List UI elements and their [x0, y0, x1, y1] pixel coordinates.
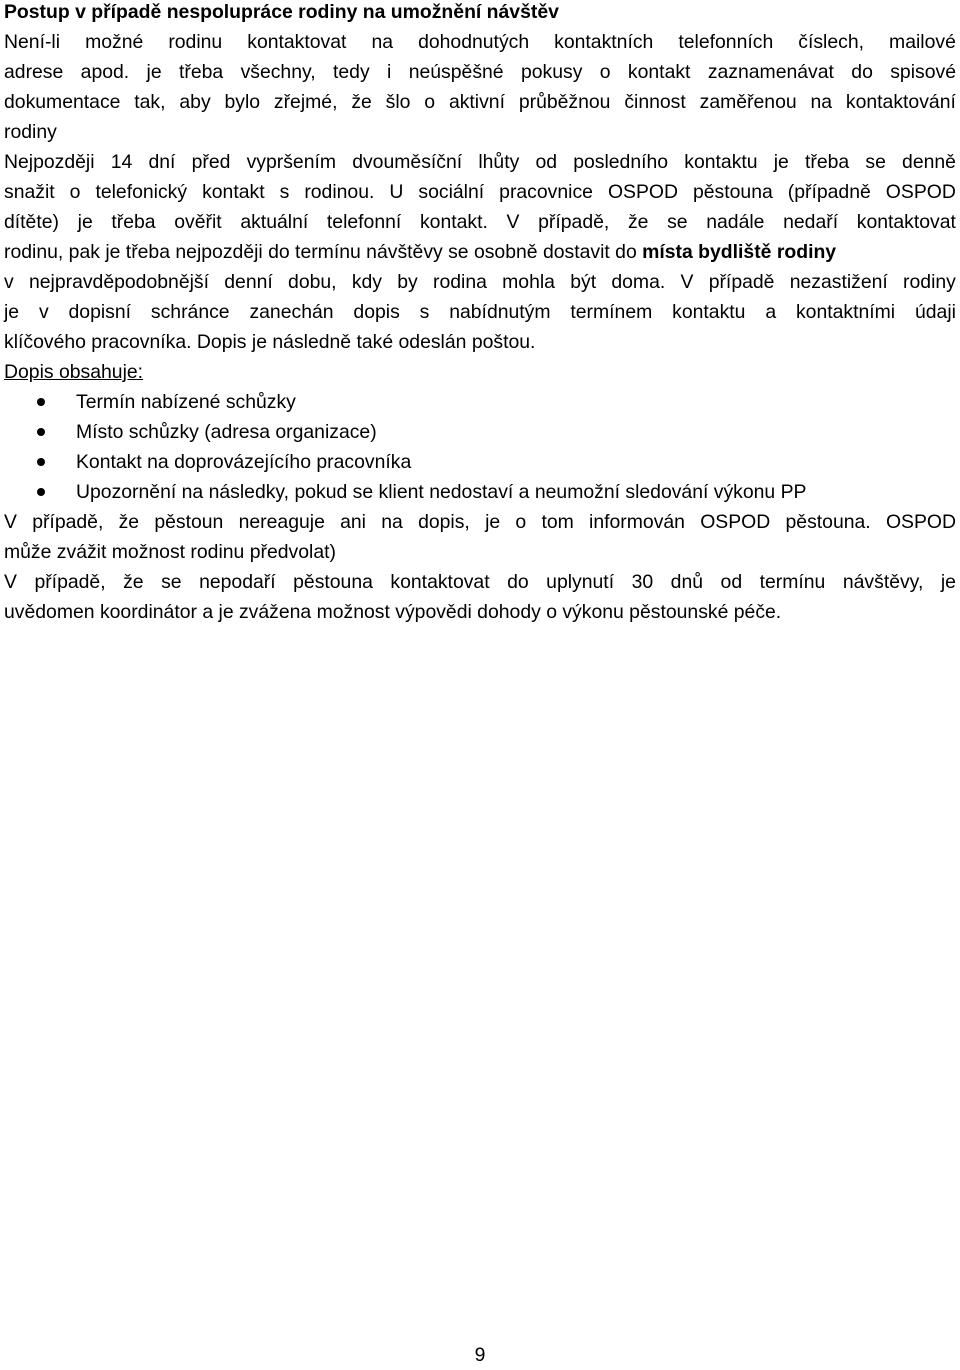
document-page — [4, 0, 956, 627]
word: v — [4, 271, 14, 293]
bullet-icon — [37, 458, 45, 466]
word: Nejpozději — [4, 151, 95, 173]
word: a — [765, 301, 777, 323]
word: kontaktovat — [390, 571, 490, 593]
word: kontaktu — [672, 301, 746, 323]
list-item — [4, 417, 956, 447]
word: pěstouna — [293, 571, 373, 593]
list-item-text: Místo schůzky (adresa organizace) — [76, 421, 377, 443]
word: šlo — [385, 91, 411, 113]
word: dní — [148, 151, 176, 173]
justified-line — [4, 27, 956, 57]
word: kontakt — [627, 61, 691, 83]
text-line: může zvážit možnost rodinu předvolat) — [4, 541, 336, 563]
word: ověřit — [174, 211, 222, 233]
word: rodiny — [903, 271, 956, 293]
word: se — [161, 571, 182, 593]
word: Není-li — [4, 31, 61, 53]
paragraph-contact-attempts — [4, 27, 956, 147]
word: U — [389, 181, 404, 203]
word: termínu — [759, 571, 826, 593]
word: dobu, — [288, 271, 337, 293]
word: telefonní — [326, 211, 402, 233]
word: o — [599, 61, 611, 83]
text-line-with-emphasis — [4, 237, 956, 267]
word: termínem — [570, 301, 653, 323]
word: kontaktovat — [247, 31, 347, 53]
word: snažit — [4, 181, 55, 203]
section-heading: Postup v případě nespolupráce rodiny na umožnění návštěv — [4, 1, 559, 23]
word: ani — [340, 511, 366, 533]
word: mohla — [502, 271, 555, 293]
word: s — [279, 181, 290, 203]
word: na — [810, 91, 833, 113]
word: o — [515, 511, 527, 533]
word: návštěvy, — [842, 571, 924, 593]
word: kontaktovat — [856, 211, 956, 233]
word: průběžnou — [518, 91, 611, 113]
word: kontakt. — [419, 211, 488, 233]
word: OSPOD — [700, 511, 771, 533]
word: V — [4, 511, 17, 533]
word: 14 — [110, 151, 133, 173]
justified-line — [4, 57, 956, 87]
word: rodinou. — [304, 181, 375, 203]
word: s — [419, 301, 430, 323]
word: V — [506, 211, 520, 233]
word: (případně — [787, 181, 871, 203]
word: na — [371, 31, 394, 53]
page-number: 9 — [474, 1344, 486, 1366]
word: že — [118, 511, 140, 533]
word: že — [627, 211, 649, 233]
list-item-text: Upozornění na následky, pokud se klient nedostaví a neumožní sledování výkonu PP — [76, 481, 807, 503]
paragraph-deadline-procedure — [4, 147, 956, 357]
word: třeba — [111, 211, 156, 233]
word: dopis — [353, 301, 400, 323]
word: dopisní — [68, 301, 132, 323]
word: kontaktu — [684, 151, 758, 173]
word: denní — [224, 271, 273, 293]
word: do — [851, 61, 873, 83]
word: nadále — [706, 211, 765, 233]
letter-contents-label: Dopis obsahuje: — [4, 361, 144, 383]
word: kontaktních — [554, 31, 654, 53]
word: telefonický — [95, 181, 188, 203]
word: kontaktování — [845, 91, 956, 113]
bullet-icon — [37, 398, 45, 406]
word: kontakt — [202, 181, 265, 203]
word: denně — [902, 151, 956, 173]
text-line: klíčového pracovníka. Dopis je následně také odeslán poštou. — [4, 331, 536, 353]
text-line: rodiny — [4, 121, 57, 143]
word: dopis, — [418, 511, 470, 533]
text-line: uvědomen koordinátor a je zvážena možnost výpovědi dohody o výkonu pěstounské péče. — [4, 601, 782, 623]
word: tom — [541, 511, 574, 533]
word: na — [381, 511, 403, 533]
word: 30 — [631, 571, 654, 593]
paragraph-contact-failure — [4, 567, 956, 627]
word: dokumentace — [4, 91, 121, 113]
word: že — [123, 571, 144, 593]
emphasis-text: místa bydliště rodiny — [642, 241, 837, 263]
list-item — [4, 447, 956, 477]
word: údaji — [914, 301, 956, 323]
word: je — [940, 571, 956, 593]
word: dnů — [670, 571, 704, 593]
word: pracovnice — [499, 181, 593, 203]
letter-contents-list — [4, 387, 956, 507]
word: nezastižení — [789, 271, 888, 293]
word: vypršením — [246, 151, 337, 173]
word: zaměřenou — [699, 91, 797, 113]
word: být — [570, 271, 597, 293]
word: od — [535, 151, 558, 173]
word: OSPOD — [607, 181, 678, 203]
word: o — [69, 181, 81, 203]
word: schránce — [150, 301, 230, 323]
list-item-text: Kontakt na doprovázejícího pracovníka — [76, 451, 412, 473]
text-run: rodinu, pak je třeba nejpozději do termínu návštěvy se osobně dostavit do — [4, 241, 637, 263]
word: je — [4, 301, 20, 323]
word: kontaktními — [795, 301, 896, 323]
word: je — [485, 511, 501, 533]
word: číslech, — [798, 31, 865, 53]
word: zaznamenávat — [707, 61, 834, 83]
word: V — [680, 271, 694, 293]
word: v — [38, 301, 49, 323]
list-item-text: Termín nabízené schůzky — [76, 391, 296, 413]
word: zřejmé, — [273, 91, 338, 113]
word: třeba — [805, 151, 850, 173]
word: aktivní — [448, 91, 505, 113]
bullet-icon — [37, 488, 45, 496]
word: případě, — [34, 571, 106, 593]
word: případě — [708, 271, 775, 293]
word: třeba — [179, 61, 224, 83]
word: se — [865, 151, 886, 173]
word: informován — [589, 511, 685, 533]
word: od — [720, 571, 743, 593]
word: o — [424, 91, 436, 113]
word: pokusy — [520, 61, 583, 83]
justified-line — [4, 147, 956, 177]
word: rodina — [432, 271, 487, 293]
word: před — [191, 151, 231, 173]
word: i — [387, 61, 392, 83]
word: aby — [179, 91, 211, 113]
word: spisové — [890, 61, 956, 83]
word: uplynutí — [546, 571, 615, 593]
word: zanechán — [249, 301, 334, 323]
word: kdy — [351, 271, 382, 293]
word: se — [667, 211, 688, 233]
word: lhůty — [478, 151, 520, 173]
word: dohodnutých — [418, 31, 530, 53]
word: dítěte) — [4, 211, 59, 233]
word: nedaří — [783, 211, 839, 233]
word: V — [4, 571, 17, 593]
word: nabídnutým — [449, 301, 551, 323]
word: by — [397, 271, 418, 293]
justified-line — [4, 507, 956, 537]
word: je — [773, 151, 789, 173]
word: tak, — [134, 91, 166, 113]
justified-line — [4, 267, 956, 297]
word: nereaguje — [238, 511, 325, 533]
word: případě, — [538, 211, 610, 233]
word: nejpravděpodobnější — [28, 271, 209, 293]
justified-line — [4, 177, 956, 207]
word: dvouměsíční — [352, 151, 463, 173]
word: bylo — [224, 91, 261, 113]
word: do — [507, 571, 529, 593]
word: apod. — [80, 61, 130, 83]
list-item — [4, 477, 956, 507]
word: rodinu — [168, 31, 223, 53]
word: sociální — [418, 181, 485, 203]
word: doma. — [611, 271, 666, 293]
word: všechny, — [240, 61, 316, 83]
word: adrese — [4, 61, 64, 83]
list-item — [4, 387, 956, 417]
word: aktuální — [240, 211, 309, 233]
word: že — [351, 91, 372, 113]
word: posledního — [573, 151, 669, 173]
justified-line — [4, 297, 956, 327]
word: pěstouna. — [785, 511, 871, 533]
word: neúspěšné — [408, 61, 504, 83]
word: mailové — [889, 31, 956, 53]
justified-line — [4, 207, 956, 237]
word: případě, — [32, 511, 104, 533]
word: je — [77, 211, 93, 233]
justified-line — [4, 87, 956, 117]
word: telefonních — [678, 31, 774, 53]
word: OSPOD — [885, 181, 956, 203]
justified-line — [4, 567, 956, 597]
word: činnost — [624, 91, 686, 113]
paragraph-no-response — [4, 507, 956, 567]
word: tedy — [333, 61, 370, 83]
word: je — [146, 61, 162, 83]
word: možné — [85, 31, 144, 53]
word: pěstouna — [692, 181, 773, 203]
word: nepodaří — [199, 571, 276, 593]
word: OSPOD — [885, 511, 956, 533]
word: pěstoun — [154, 511, 224, 533]
bullet-icon — [37, 428, 45, 436]
